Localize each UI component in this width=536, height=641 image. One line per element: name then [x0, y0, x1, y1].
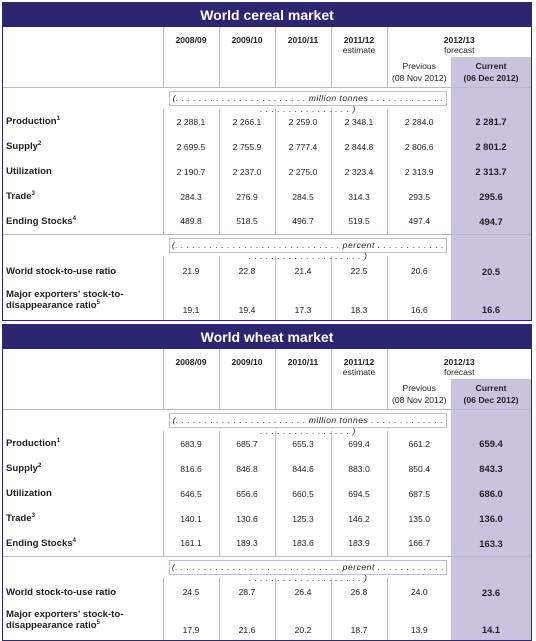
unit-million-tonnes: (. . . . . . . . . . . . . . . . . . . . . . . million tonnes . . . . . . . . . . . . . . . . . . . . . . . . . . . . . )	[169, 91, 447, 106]
forecast-header	[387, 349, 531, 379]
value-cell: 2 806.6	[387, 134, 451, 159]
value-cell: 18.7	[331, 606, 387, 640]
corner-cell	[3, 349, 163, 379]
year-header	[331, 349, 387, 409]
value-cell: 518.5	[219, 209, 275, 234]
value-cell: 183.9	[331, 531, 387, 556]
row-label: Utilization	[6, 166, 52, 177]
row-label: Major exporters' stock-to- disappearance ratio$^5$	[6, 289, 124, 311]
value-cell: 2 259.0	[275, 109, 331, 134]
value-cell: 686.0	[451, 481, 531, 506]
value-cell: 489.8	[163, 209, 219, 234]
value-cell: 2 313.9	[387, 159, 451, 184]
table-row	[3, 506, 531, 531]
value-cell: 846.8	[219, 456, 275, 481]
forecast-label: forecast	[443, 367, 475, 377]
value-cell: 843.3	[451, 456, 531, 481]
value-cell: 656.6	[219, 481, 275, 506]
row-label: Major exporters' stock-to- disappearance ratio$^5$	[6, 609, 124, 631]
value-cell: 16.6	[387, 286, 451, 320]
row-label: World stock-to-use ratio	[6, 265, 117, 277]
current-header	[451, 57, 531, 87]
year-header	[275, 27, 331, 87]
value-cell: 2 237.0	[219, 159, 275, 184]
footnote-marker: 3	[31, 512, 35, 519]
value-cell: 2 348.1	[331, 109, 387, 134]
value-cell: 661.2	[387, 431, 451, 456]
value-cell: 125.3	[275, 506, 331, 531]
forecast-label: forecast	[443, 45, 475, 55]
value-cell: 494.7	[451, 209, 531, 234]
table-row	[3, 209, 531, 234]
value-cell: 161.1	[163, 531, 219, 556]
previous-date: (08 Nov 2012)	[392, 72, 447, 83]
forecast-header	[387, 27, 531, 57]
value-cell: 23.6	[451, 578, 531, 606]
row-label: Production$^1$	[6, 115, 60, 127]
year-label: 2010/11	[287, 357, 319, 367]
value-cell: 166.7	[387, 531, 451, 556]
value-cell: 655.3	[275, 431, 331, 456]
value-cell: 293.5	[387, 184, 451, 209]
year-header	[163, 27, 219, 87]
value-cell: 2 313.7	[451, 159, 531, 184]
value-cell: 19.4	[219, 286, 275, 320]
row-label: Trade$^3$	[6, 190, 35, 202]
current-label: Current	[475, 60, 507, 71]
value-cell: 699.4	[331, 431, 387, 456]
data-table	[3, 349, 531, 640]
value-cell: 284.3	[163, 184, 219, 209]
current-date: (06 Dec 2012)	[463, 394, 519, 405]
value-cell: 140.1	[163, 506, 219, 531]
value-cell: 24.5	[163, 578, 219, 606]
value-cell: 295.6	[451, 184, 531, 209]
table-row	[3, 286, 531, 320]
footnote-marker: 2	[37, 140, 42, 147]
value-cell: 685.7	[219, 431, 275, 456]
value-cell: 2 288.1	[163, 109, 219, 134]
year-header	[219, 27, 275, 87]
current-label: Current	[475, 382, 507, 393]
cereal-market-table	[2, 2, 532, 321]
year-label: 2008/09	[175, 357, 207, 367]
table-row	[3, 184, 531, 209]
value-cell: 21.9	[163, 256, 219, 286]
year-label: 2010/11	[287, 35, 319, 45]
value-cell: 694.5	[331, 481, 387, 506]
table-row	[3, 159, 531, 184]
row-label: Ending Stocks$^4$	[6, 215, 76, 227]
table-row	[3, 481, 531, 506]
value-cell: 519.5	[331, 209, 387, 234]
value-cell: 659.4	[451, 431, 531, 456]
value-cell: 136.0	[451, 506, 531, 531]
previous-header	[387, 57, 451, 87]
footnote-marker: 2	[37, 462, 42, 469]
estimate-label: estimate	[342, 367, 376, 377]
footnote-marker: 1	[56, 115, 60, 122]
value-cell: 20.2	[275, 606, 331, 640]
value-cell: 183.6	[275, 531, 331, 556]
previous-header	[387, 379, 451, 409]
footnote-marker: 5	[96, 299, 100, 306]
year-header	[275, 349, 331, 409]
value-cell: 883.0	[331, 456, 387, 481]
year-header	[331, 27, 387, 87]
value-cell: 21.6	[219, 606, 275, 640]
value-cell: 16.6	[451, 286, 531, 320]
year-header	[219, 349, 275, 409]
value-cell: 21.4	[275, 256, 331, 286]
value-cell: 130.6	[219, 506, 275, 531]
value-cell: 497.4	[387, 209, 451, 234]
value-cell: 850.4	[387, 456, 451, 481]
table-row	[3, 531, 531, 556]
unit-million-tonnes: (. . . . . . . . . . . . . . . . . . . . . . . million tonnes . . . . . . . . . . . . . . . . . . . . . . . . . . . . . )	[169, 413, 447, 428]
value-cell: 816.6	[163, 456, 219, 481]
value-cell: 146.2	[331, 506, 387, 531]
current-header	[451, 379, 531, 409]
value-cell: 2 284.0	[387, 109, 451, 134]
value-cell: 22.5	[331, 256, 387, 286]
footnote-marker: 3	[31, 190, 35, 197]
wheat-market-table	[2, 324, 532, 641]
forecast-year: 2012/13	[443, 35, 475, 45]
value-cell: 135.0	[387, 506, 451, 531]
value-cell: 284.5	[275, 184, 331, 209]
previous-label: Previous	[402, 60, 436, 71]
value-cell: 26.4	[275, 578, 331, 606]
value-cell: 13.9	[387, 606, 451, 640]
table-row	[3, 456, 531, 481]
current-date: (06 Dec 2012)	[463, 72, 519, 83]
value-cell: 2 281.7	[451, 109, 531, 134]
row-label: Trade$^3$	[6, 512, 35, 524]
value-cell: 2 777.4	[275, 134, 331, 159]
value-cell: 844.6	[275, 456, 331, 481]
year-label: 2009/10	[231, 357, 263, 367]
value-cell: 276.9	[219, 184, 275, 209]
value-cell: 18.3	[331, 286, 387, 320]
value-cell: 20.5	[451, 256, 531, 286]
value-cell: 2 190.7	[163, 159, 219, 184]
value-cell: 20.6	[387, 256, 451, 286]
value-cell: 683.9	[163, 431, 219, 456]
value-cell: 314.3	[331, 184, 387, 209]
value-cell: 24.0	[387, 578, 451, 606]
year-label: 2009/10	[231, 35, 263, 45]
value-cell: 2 755.9	[219, 134, 275, 159]
unit-percent: (. . . . . . . . . . . . . . . . . . . . . . . . . . . . . percent . . . . . . . . . . . . . . . . . . . . . . . . . . . . . . . . )	[169, 560, 447, 575]
row-label: Production$^1$	[6, 437, 60, 449]
table-row	[3, 134, 531, 159]
value-cell: 17.3	[275, 286, 331, 320]
footnote-marker: 1	[56, 437, 60, 444]
value-cell: 660.5	[275, 481, 331, 506]
value-cell: 19.1	[163, 286, 219, 320]
value-cell: 2 699.5	[163, 134, 219, 159]
year-header	[163, 349, 219, 409]
value-cell: 2 275.0	[275, 159, 331, 184]
year-label: 2011/12	[343, 35, 375, 45]
value-cell: 26.8	[331, 578, 387, 606]
row-label: Supply$^2$	[6, 462, 42, 474]
table-title: World cereal market	[3, 3, 531, 27]
value-cell: 2 266.1	[219, 109, 275, 134]
previous-label: Previous	[402, 382, 436, 393]
value-cell: 28.7	[219, 578, 275, 606]
value-cell: 14.1	[451, 606, 531, 640]
year-label: 2011/12	[343, 357, 375, 367]
value-cell: 2 801.2	[451, 134, 531, 159]
year-label: 2008/09	[175, 35, 207, 45]
corner-cell	[3, 27, 163, 57]
value-cell: 17.9	[163, 606, 219, 640]
row-label: World stock-to-use ratio	[6, 586, 117, 598]
row-label: Utilization	[6, 488, 52, 499]
value-cell: 22.8	[219, 256, 275, 286]
value-cell: 687.5	[387, 481, 451, 506]
unit-percent: (. . . . . . . . . . . . . . . . . . . . . . . . . . . . . percent . . . . . . . . . . . . . . . . . . . . . . . . . . . . . . . . )	[169, 238, 447, 253]
value-cell: 189.3	[219, 531, 275, 556]
row-label: Supply$^2$	[6, 140, 42, 152]
value-cell: 163.3	[451, 531, 531, 556]
footnote-marker: 4	[72, 215, 76, 222]
table-row	[3, 606, 531, 640]
forecast-year: 2012/13	[443, 357, 475, 367]
row-label: Ending Stocks$^4$	[6, 537, 76, 549]
previous-date: (08 Nov 2012)	[392, 394, 447, 405]
table-title: World wheat market	[3, 325, 531, 349]
value-cell: 2 323.4	[331, 159, 387, 184]
footnote-marker: 5	[96, 619, 100, 626]
value-cell: 2 844.8	[331, 134, 387, 159]
data-table	[3, 27, 531, 320]
value-cell: 496.7	[275, 209, 331, 234]
value-cell: 646.5	[163, 481, 219, 506]
footnote-marker: 4	[72, 537, 76, 544]
estimate-label: estimate	[342, 45, 376, 55]
